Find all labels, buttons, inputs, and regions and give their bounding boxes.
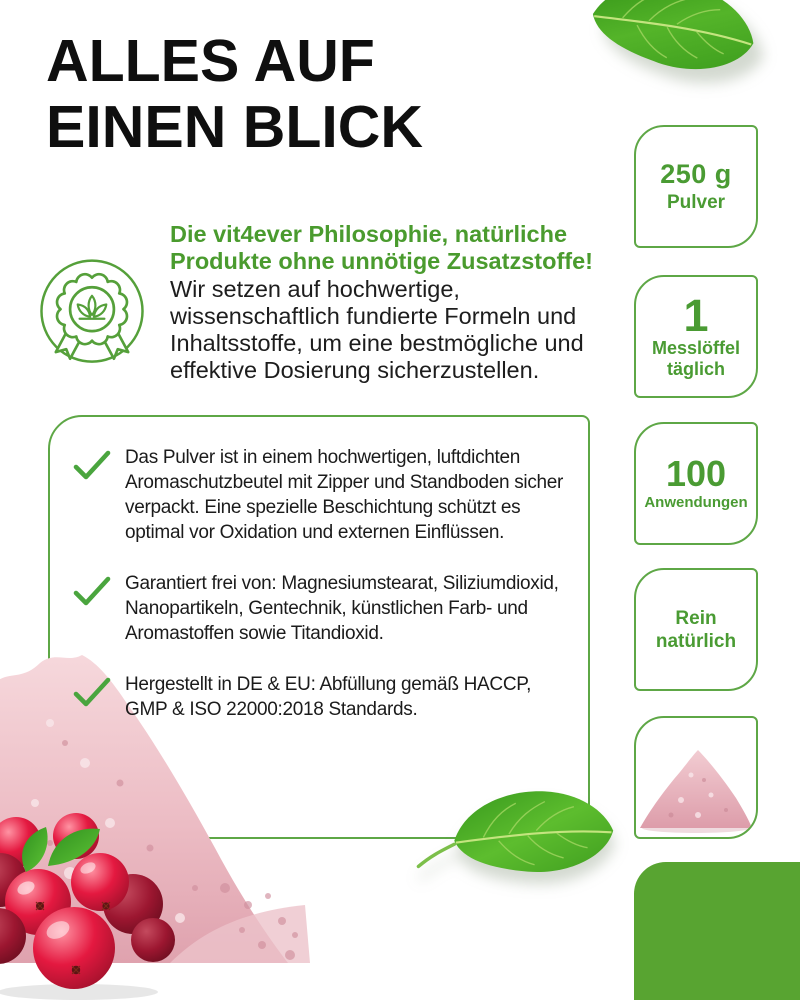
award-leaf-badge-icon: [34, 252, 150, 374]
fact-box-natural: [634, 568, 758, 691]
check-icon: [72, 575, 112, 609]
leaf-bottom-image: [415, 776, 620, 904]
page-title: [46, 28, 423, 160]
leaf-top-right-image: [552, 0, 762, 92]
fact-value: 1: [683, 289, 709, 341]
checklist-item-text: Garantiert frei von: Magnesiumstearat, Siliziumdioxid, Nanopartikeln, Gentechnik, künstlichen Farb- und Aromastoffen sowie Titandioxid.: [125, 573, 559, 644]
fact-value: 250 g: [660, 159, 732, 189]
checklist-item-text: Hergestellt in DE & EU: Abfüllung gemäß HACCP, GMP & ISO 22000:2018 Standards.: [125, 674, 532, 720]
fact-label: Pulver: [666, 192, 726, 213]
fact-label: Anwendungen: [644, 494, 748, 511]
check-icon: [72, 449, 112, 483]
page-title-line1: ALLES AUF: [46, 28, 375, 94]
philosophy-body: Wir setzen auf hochwertige, wissenschaftlich fundierte Formeln und Inhaltsstoffe, um eine bestmögliche und effektive Dosierung sicherzustellen.: [170, 276, 584, 383]
checklist-item-text: Das Pulver ist in einem hochwertigen, luftdichten Aromaschutzbeutel mit Zipper und Standboden sicher verpackt. Eine spezielle Beschichtung schützt es optimal vor Oxidation und externen Einflüssen.: [125, 447, 564, 543]
philosophy-highlight: Die vit4ever Philosophie, natürliche Produkte ohne unnötige Zusatzstoffe!: [170, 221, 593, 274]
green-corner-panel: [634, 862, 800, 1000]
cranberries-image: [0, 812, 193, 1000]
checklist-item-packaging: [72, 445, 576, 545]
fact-box-amount: [634, 125, 758, 248]
checklist-item-free-from: [72, 571, 576, 646]
fact-box-servings: [634, 422, 758, 545]
fact-box-dosage: [634, 275, 758, 398]
checklist-items: [48, 415, 590, 722]
check-icon: [72, 676, 112, 710]
fact-label: Rein natürlich: [655, 607, 737, 652]
checklist-item-standards: [72, 672, 576, 722]
fact-box-powder-photo: [634, 716, 758, 839]
page-title-line2: EINEN BLICK: [46, 94, 423, 160]
philosophy-section: [170, 221, 622, 384]
fact-label: Messlöffel täglich: [651, 337, 741, 379]
fact-value: 100: [665, 453, 727, 494]
powder-thumb-image: [636, 740, 756, 836]
